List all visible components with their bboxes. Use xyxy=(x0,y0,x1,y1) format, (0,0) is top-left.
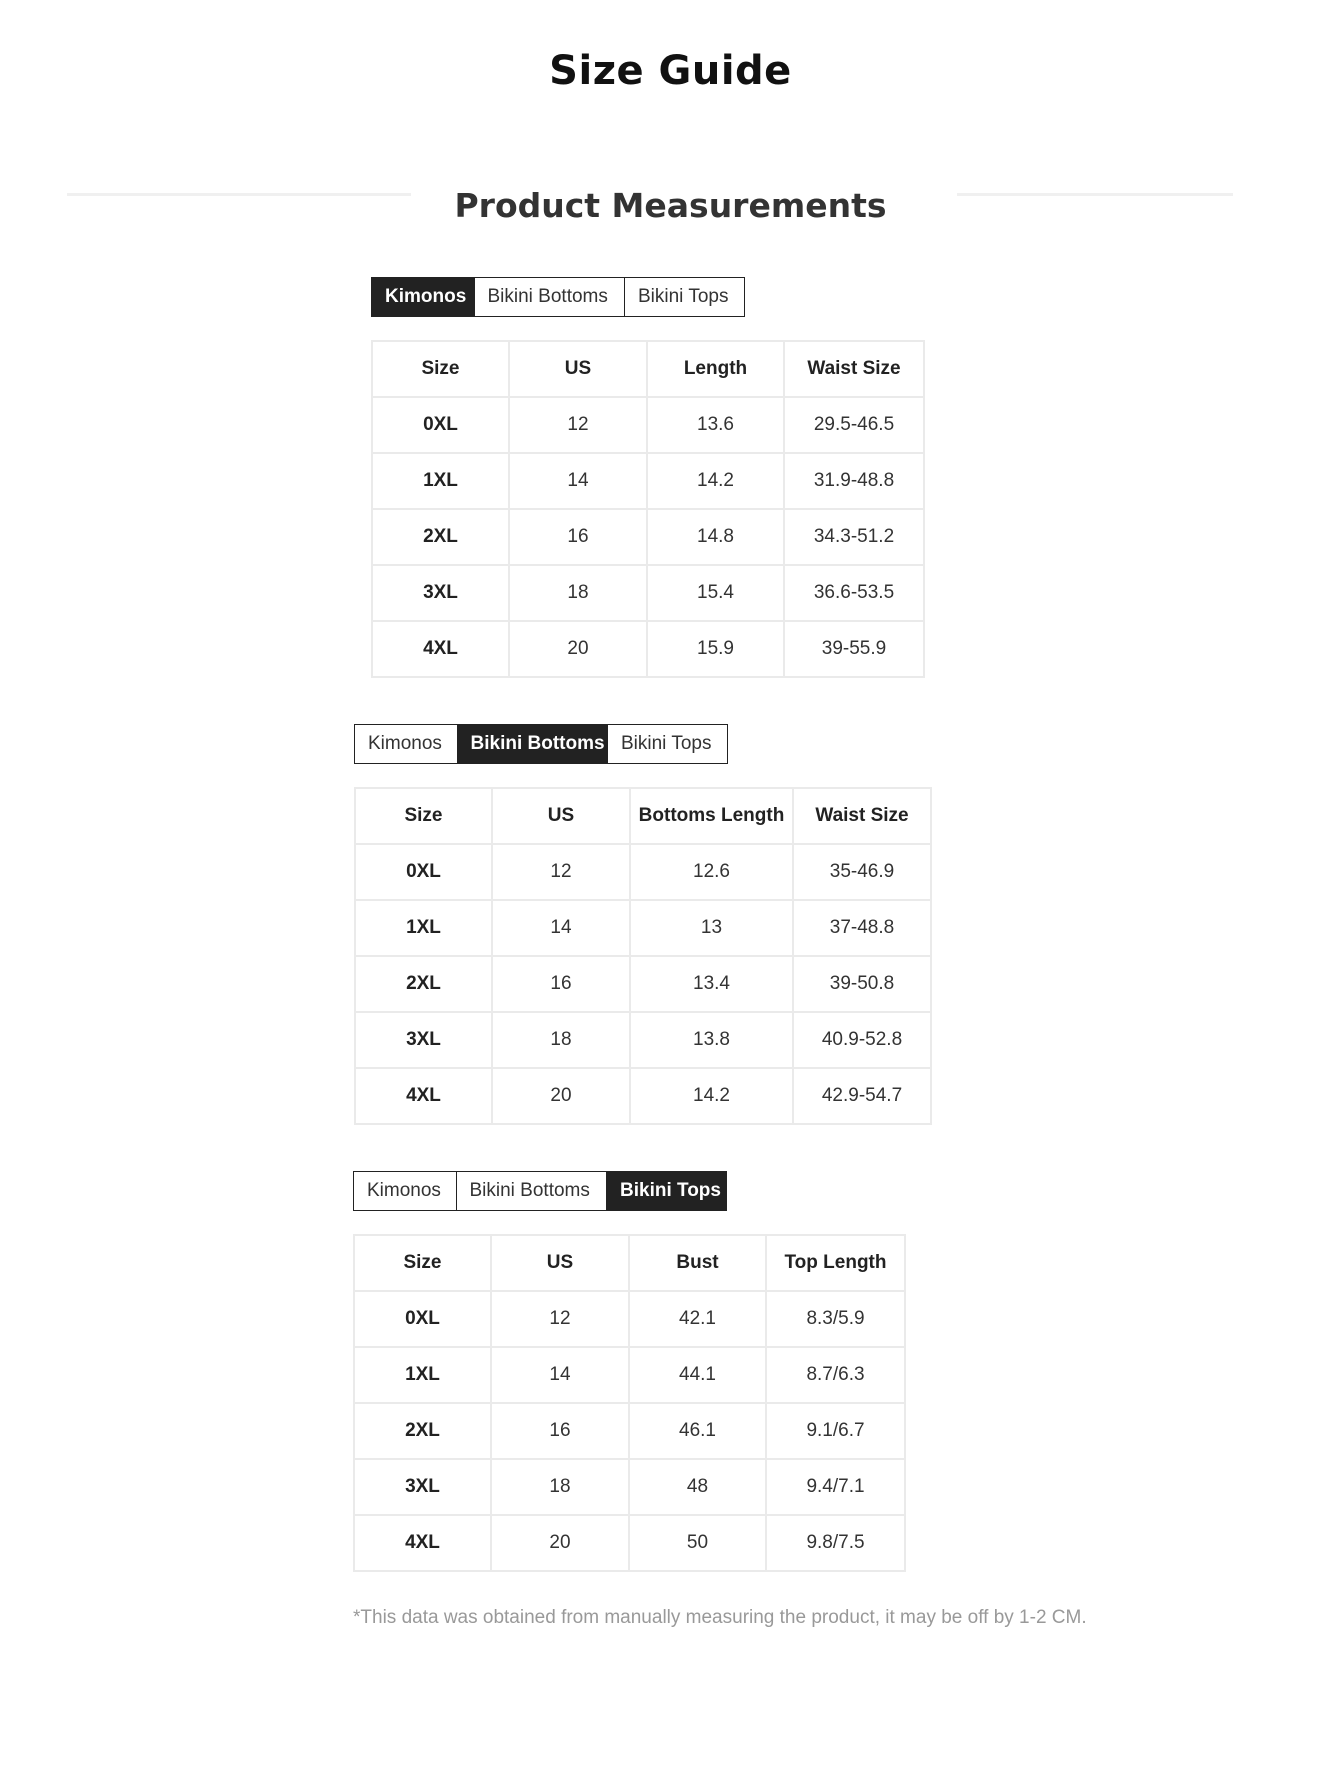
table-row xyxy=(354,1403,905,1459)
table-cell: 13.8 xyxy=(630,1012,793,1068)
size-cell: 3XL xyxy=(354,1459,491,1515)
table-cell: 9.8/7.5 xyxy=(766,1515,905,1571)
table-cell: 20 xyxy=(509,621,647,677)
tab-kimonos[interactable]: Kimonos xyxy=(371,277,475,317)
measurement-disclaimer: *This data was obtained from manually measuring the product, it may be off by 1-2 CM. xyxy=(353,1607,1087,1628)
bikini-bottoms-size-table xyxy=(354,787,932,1125)
table-cell: 14.8 xyxy=(647,509,784,565)
table-row xyxy=(355,900,931,956)
tab-bikini-bottoms[interactable]: Bikini Bottoms xyxy=(457,724,609,764)
column-header: Size xyxy=(355,788,492,844)
table-cell: 50 xyxy=(629,1515,766,1571)
table-cell: 48 xyxy=(629,1459,766,1515)
size-cell: 0XL xyxy=(355,844,492,900)
table-cell: 42.9-54.7 xyxy=(793,1068,931,1124)
table-row xyxy=(355,844,931,900)
table-row xyxy=(355,956,931,1012)
table-cell: 13.4 xyxy=(630,956,793,1012)
table-row xyxy=(354,1347,905,1403)
tab-bikini-bottoms[interactable]: Bikini Bottoms xyxy=(456,1171,608,1211)
table-cell: 14.2 xyxy=(630,1068,793,1124)
tab-bar xyxy=(353,1171,727,1211)
table-cell: 12.6 xyxy=(630,844,793,900)
table-cell: 14.2 xyxy=(647,453,784,509)
table-cell: 16 xyxy=(491,1403,629,1459)
tab-kimonos[interactable]: Kimonos xyxy=(353,1171,457,1211)
size-cell: 2XL xyxy=(372,509,509,565)
section-heading: Product Measurements xyxy=(454,186,887,225)
table-cell: 42.1 xyxy=(629,1291,766,1347)
table-cell: 18 xyxy=(491,1459,629,1515)
column-header: Waist Size xyxy=(793,788,931,844)
size-cell: 4XL xyxy=(355,1068,492,1124)
column-header: US xyxy=(491,1235,629,1291)
column-header: Length xyxy=(647,341,784,397)
table-row xyxy=(354,1291,905,1347)
table-cell: 9.1/6.7 xyxy=(766,1403,905,1459)
table-header-row xyxy=(372,341,924,397)
column-header: US xyxy=(509,341,647,397)
tab-bar xyxy=(371,277,745,317)
column-header: Bust xyxy=(629,1235,766,1291)
table-cell: 36.6-53.5 xyxy=(784,565,924,621)
table-cell: 18 xyxy=(492,1012,630,1068)
tab-bikini-tops[interactable]: Bikini Tops xyxy=(624,277,745,317)
table-cell: 9.4/7.1 xyxy=(766,1459,905,1515)
tab-bar xyxy=(354,724,728,764)
table-cell: 20 xyxy=(491,1515,629,1571)
table-cell: 39-55.9 xyxy=(784,621,924,677)
table-cell: 15.9 xyxy=(647,621,784,677)
table-cell: 20 xyxy=(492,1068,630,1124)
size-cell: 0XL xyxy=(372,397,509,453)
size-cell: 3XL xyxy=(372,565,509,621)
table-cell: 15.4 xyxy=(647,565,784,621)
table-cell: 16 xyxy=(509,509,647,565)
table-cell: 39-50.8 xyxy=(793,956,931,1012)
size-cell: 1XL xyxy=(354,1347,491,1403)
table-cell: 8.3/5.9 xyxy=(766,1291,905,1347)
size-cell: 1XL xyxy=(372,453,509,509)
table-row xyxy=(372,509,924,565)
table-cell: 40.9-52.8 xyxy=(793,1012,931,1068)
size-cell: 0XL xyxy=(354,1291,491,1347)
size-cell: 3XL xyxy=(355,1012,492,1068)
table-cell: 46.1 xyxy=(629,1403,766,1459)
table-row xyxy=(354,1515,905,1571)
table-cell: 35-46.9 xyxy=(793,844,931,900)
table-cell: 18 xyxy=(509,565,647,621)
table-cell: 16 xyxy=(492,956,630,1012)
column-header: Waist Size xyxy=(784,341,924,397)
table-cell: 34.3-51.2 xyxy=(784,509,924,565)
table-row xyxy=(354,1459,905,1515)
table-row xyxy=(355,1012,931,1068)
bikini-tops-size-table xyxy=(353,1234,906,1572)
column-header: Top Length xyxy=(766,1235,905,1291)
tab-bikini-tops[interactable]: Bikini Tops xyxy=(606,1171,727,1211)
table-cell: 12 xyxy=(491,1291,629,1347)
tab-bikini-bottoms[interactable]: Bikini Bottoms xyxy=(474,277,626,317)
table-header-row xyxy=(354,1235,905,1291)
table-cell: 8.7/6.3 xyxy=(766,1347,905,1403)
table-cell: 14 xyxy=(491,1347,629,1403)
size-cell: 4XL xyxy=(372,621,509,677)
table-cell: 13.6 xyxy=(647,397,784,453)
tab-kimonos[interactable]: Kimonos xyxy=(354,724,458,764)
table-row xyxy=(372,453,924,509)
table-cell: 14 xyxy=(492,900,630,956)
table-cell: 13 xyxy=(630,900,793,956)
column-header: Bottoms Length xyxy=(630,788,793,844)
table-cell: 14 xyxy=(509,453,647,509)
size-cell: 2XL xyxy=(354,1403,491,1459)
size-cell: 2XL xyxy=(355,956,492,1012)
table-cell: 12 xyxy=(509,397,647,453)
table-row xyxy=(372,397,924,453)
page-title: Size Guide xyxy=(549,48,792,94)
divider-right xyxy=(957,193,1233,196)
kimonos-size-table xyxy=(371,340,925,678)
table-header-row xyxy=(355,788,931,844)
size-cell: 1XL xyxy=(355,900,492,956)
table-cell: 12 xyxy=(492,844,630,900)
table-row xyxy=(372,565,924,621)
size-cell: 4XL xyxy=(354,1515,491,1571)
table-cell: 31.9-48.8 xyxy=(784,453,924,509)
table-cell: 44.1 xyxy=(629,1347,766,1403)
tab-bikini-tops[interactable]: Bikini Tops xyxy=(607,724,728,764)
table-cell: 37-48.8 xyxy=(793,900,931,956)
column-header: Size xyxy=(372,341,509,397)
table-cell: 29.5-46.5 xyxy=(784,397,924,453)
column-header: Size xyxy=(354,1235,491,1291)
column-header: US xyxy=(492,788,630,844)
table-row xyxy=(372,621,924,677)
table-row xyxy=(355,1068,931,1124)
